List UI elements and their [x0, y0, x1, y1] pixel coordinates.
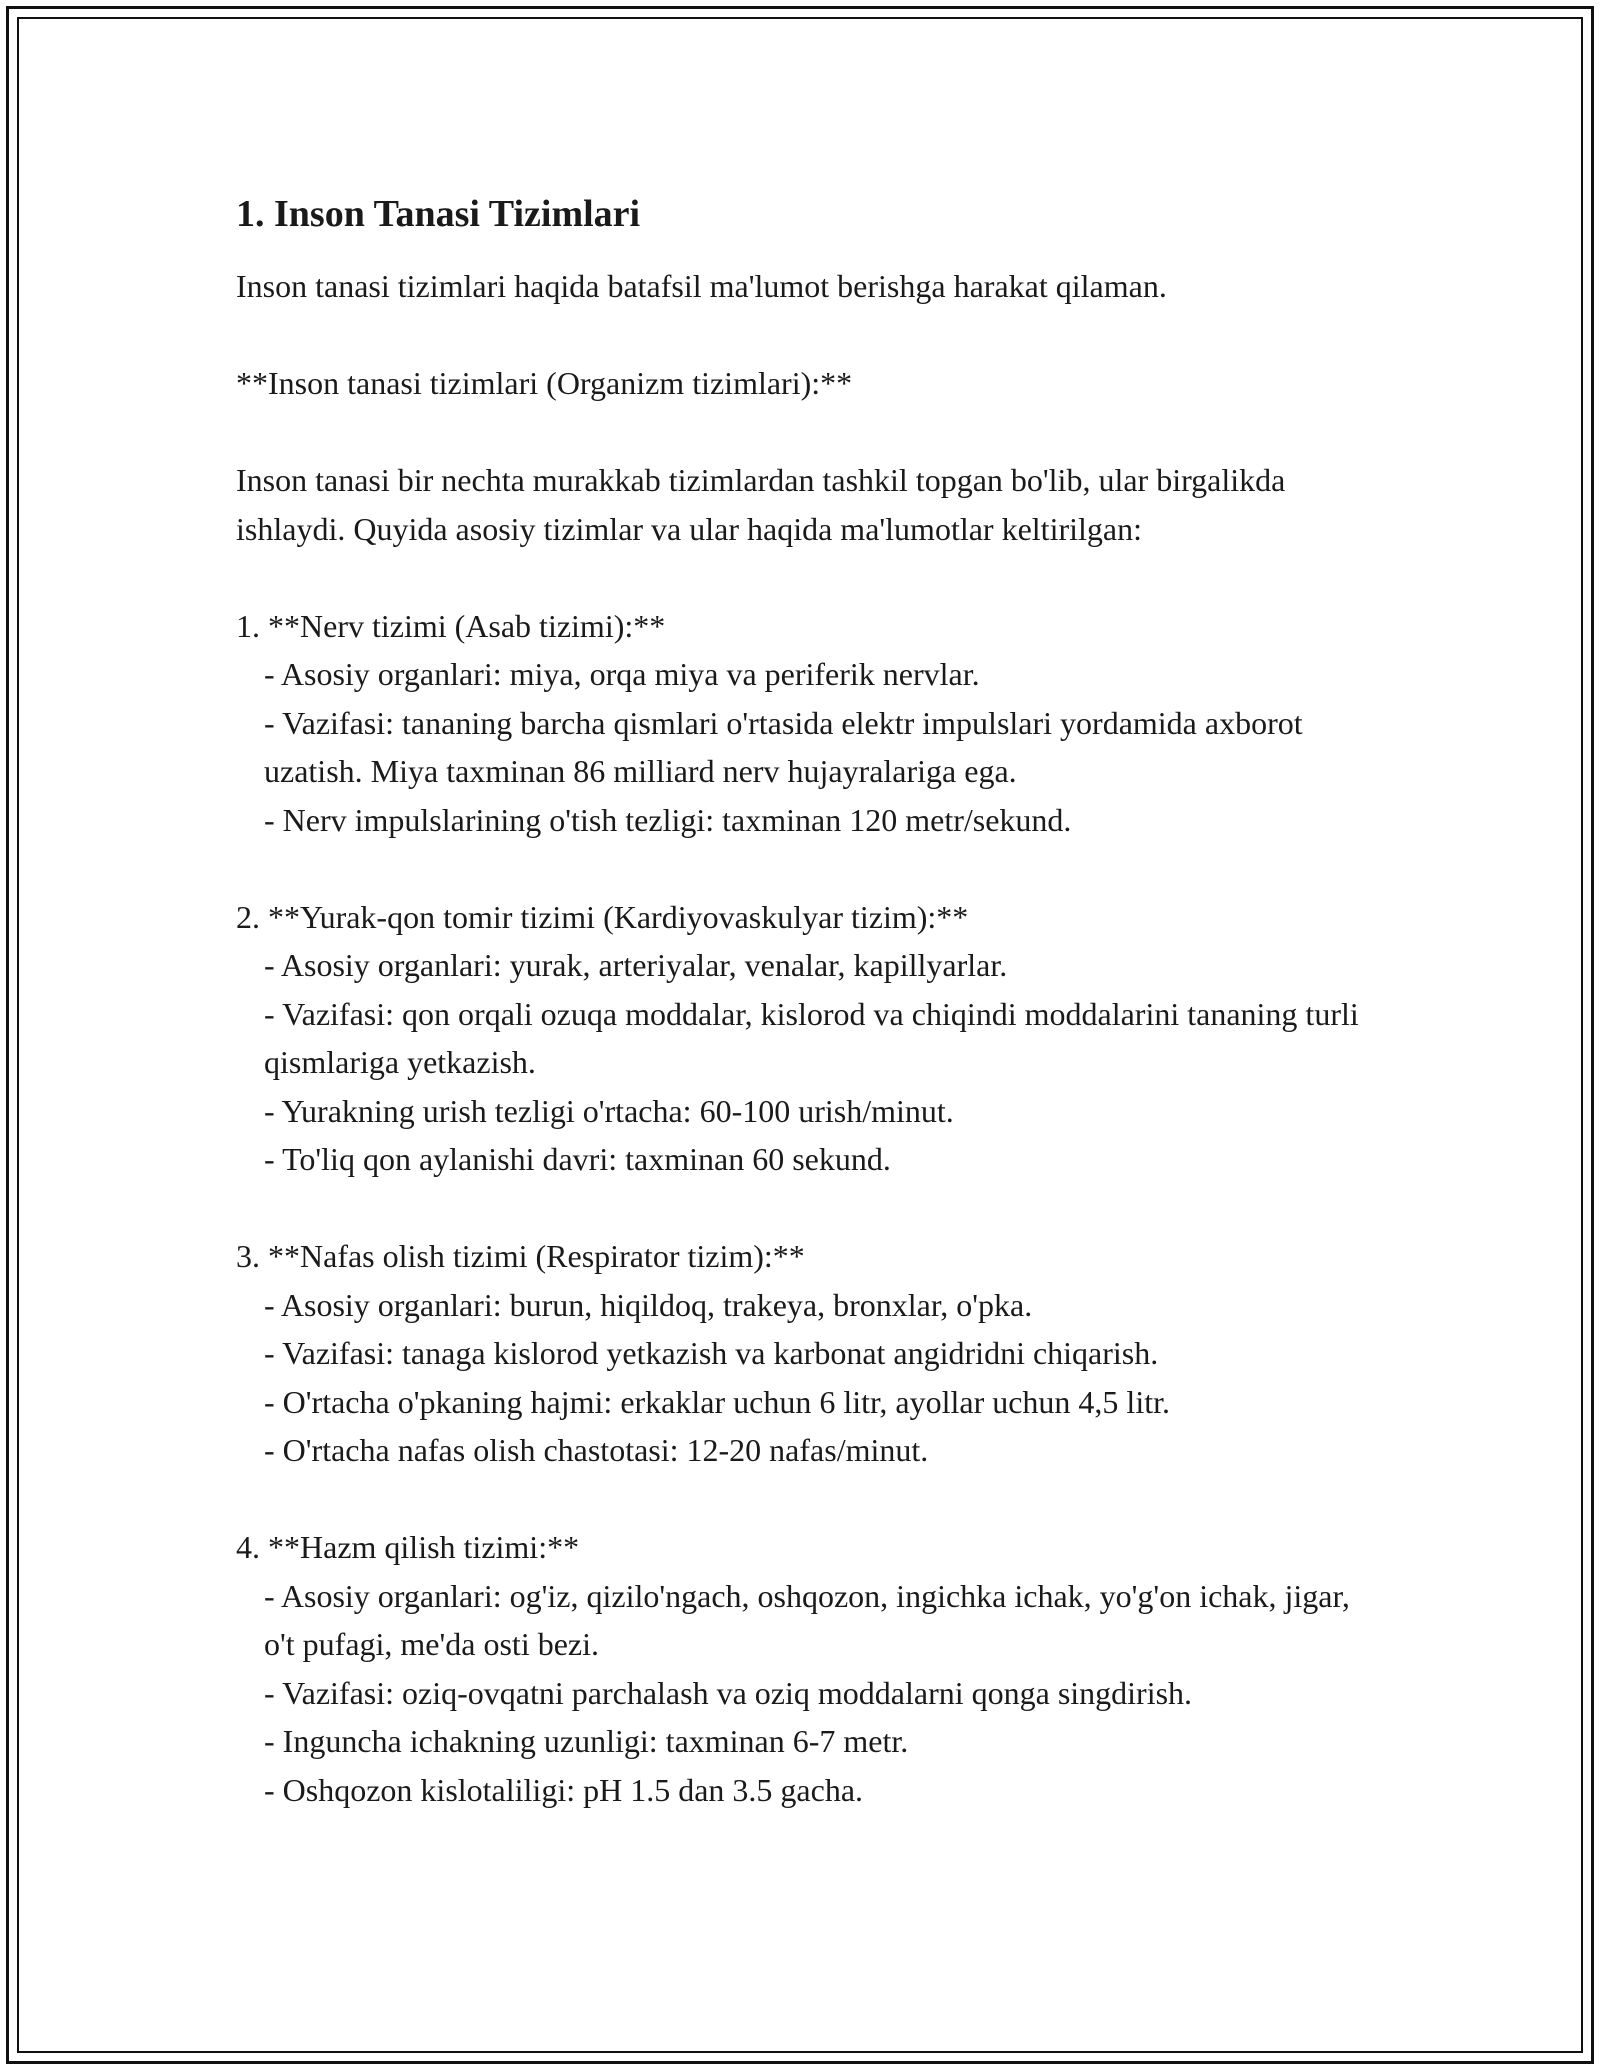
- blank-line: [236, 1184, 1366, 1233]
- section-item: - Vazifasi: qon orqali ozuqa moddalar, kislorod va chiqindi moddalarini tananing turli qismlariga yetkazish.: [264, 995, 1359, 1080]
- section-item: - Vazifasi: tananing barcha qismlari o'rtasida elektr impulslari yordamida axborot uzatish. Miya taxminan 86 milliard nerv hujayralariga ega.: [264, 704, 1303, 789]
- document-title: 1. Inson Tanasi Tizimlari: [236, 193, 641, 235]
- system-section-nafas: [236, 1232, 1366, 1475]
- blank-line: [236, 1475, 1366, 1524]
- blank-line: [236, 311, 1366, 360]
- section-item: - Asosiy organlari: og'iz, qizilo'ngach, oshqozon, ingichka ichak, yo'g'on ichak, jigar, o't pufagi, me'da osti bezi.: [264, 1577, 1350, 1662]
- section-item: - Asosiy organlari: yurak, arteriyalar, venalar, kapillyarlar.: [264, 947, 1008, 983]
- intro-paragraph: Inson tanasi tizimlari haqida batafsil ma'lumot berishga harakat qilaman.: [236, 268, 1167, 304]
- section-title: 1. **Nerv tizimi (Asab tizimi):**: [236, 607, 666, 644]
- section-heading: **Inson tanasi tizimlari (Organizm tizimlari):**: [236, 365, 853, 401]
- section-item: - Asosiy organlari: burun, hiqildoq, trakeya, bronxlar, o'pka.: [264, 1286, 1033, 1323]
- blank-line: [236, 553, 1366, 602]
- section-item: - Inguncha ichakning uzunligi: taxminan 6-7 metr.: [264, 1723, 909, 1759]
- section-item: - Vazifasi: oziq-ovqatni parchalash va oziq moddalarni qonga singdirish.: [264, 1674, 1193, 1711]
- overview-paragraph: Inson tanasi bir nechta murakkab tizimlardan tashkil topgan bo'lib, ular birgalikda ishlaydi. Quyida asosiy tizimlar va ular haqida ma'lumotlar keltirilgan:: [236, 462, 1286, 547]
- section-title: 3. **Nafas olish tizimi (Respirator tizim):**: [236, 1238, 805, 1274]
- document-body: [236, 186, 1366, 1814]
- section-item: - Vazifasi: tanaga kislorod yetkazish va karbonat angidridni chiqarish.: [264, 1335, 1159, 1371]
- section-title: 4. **Hazm qilish tizimi:**: [236, 1529, 580, 1565]
- section-item: - O'rtacha o'pkaning hajmi: erkaklar uchun 6 litr, ayollar uchun 4,5 litr.: [264, 1383, 1170, 1420]
- system-section-hazm: [236, 1523, 1366, 1814]
- system-section-nerv: [236, 602, 1366, 845]
- section-item: - Yurakning urish tezligi o'rtacha: 60-100 urish/minut.: [264, 1092, 954, 1129]
- system-section-yurak: [236, 893, 1366, 1184]
- blank-line: [236, 408, 1366, 457]
- section-item: - Nerv impulslarining o'tish tezligi: taxminan 120 metr/sekund.: [264, 801, 1072, 838]
- blank-line: [236, 844, 1366, 893]
- section-item: - Oshqozon kislotaliligi: pH 1.5 dan 3.5 gacha.: [264, 1771, 864, 1808]
- section-item: - Asosiy organlari: miya, orqa miya va periferik nervlar.: [264, 656, 980, 692]
- section-title: 2. **Yurak-qon tomir tizimi (Kardiyovaskulyar tizim):**: [236, 898, 969, 935]
- section-item: - To'liq qon aylanishi davri: taxminan 60 sekund.: [264, 1141, 891, 1177]
- section-item: - O'rtacha nafas olish chastotasi: 12-20 nafas/minut.: [264, 1432, 929, 1468]
